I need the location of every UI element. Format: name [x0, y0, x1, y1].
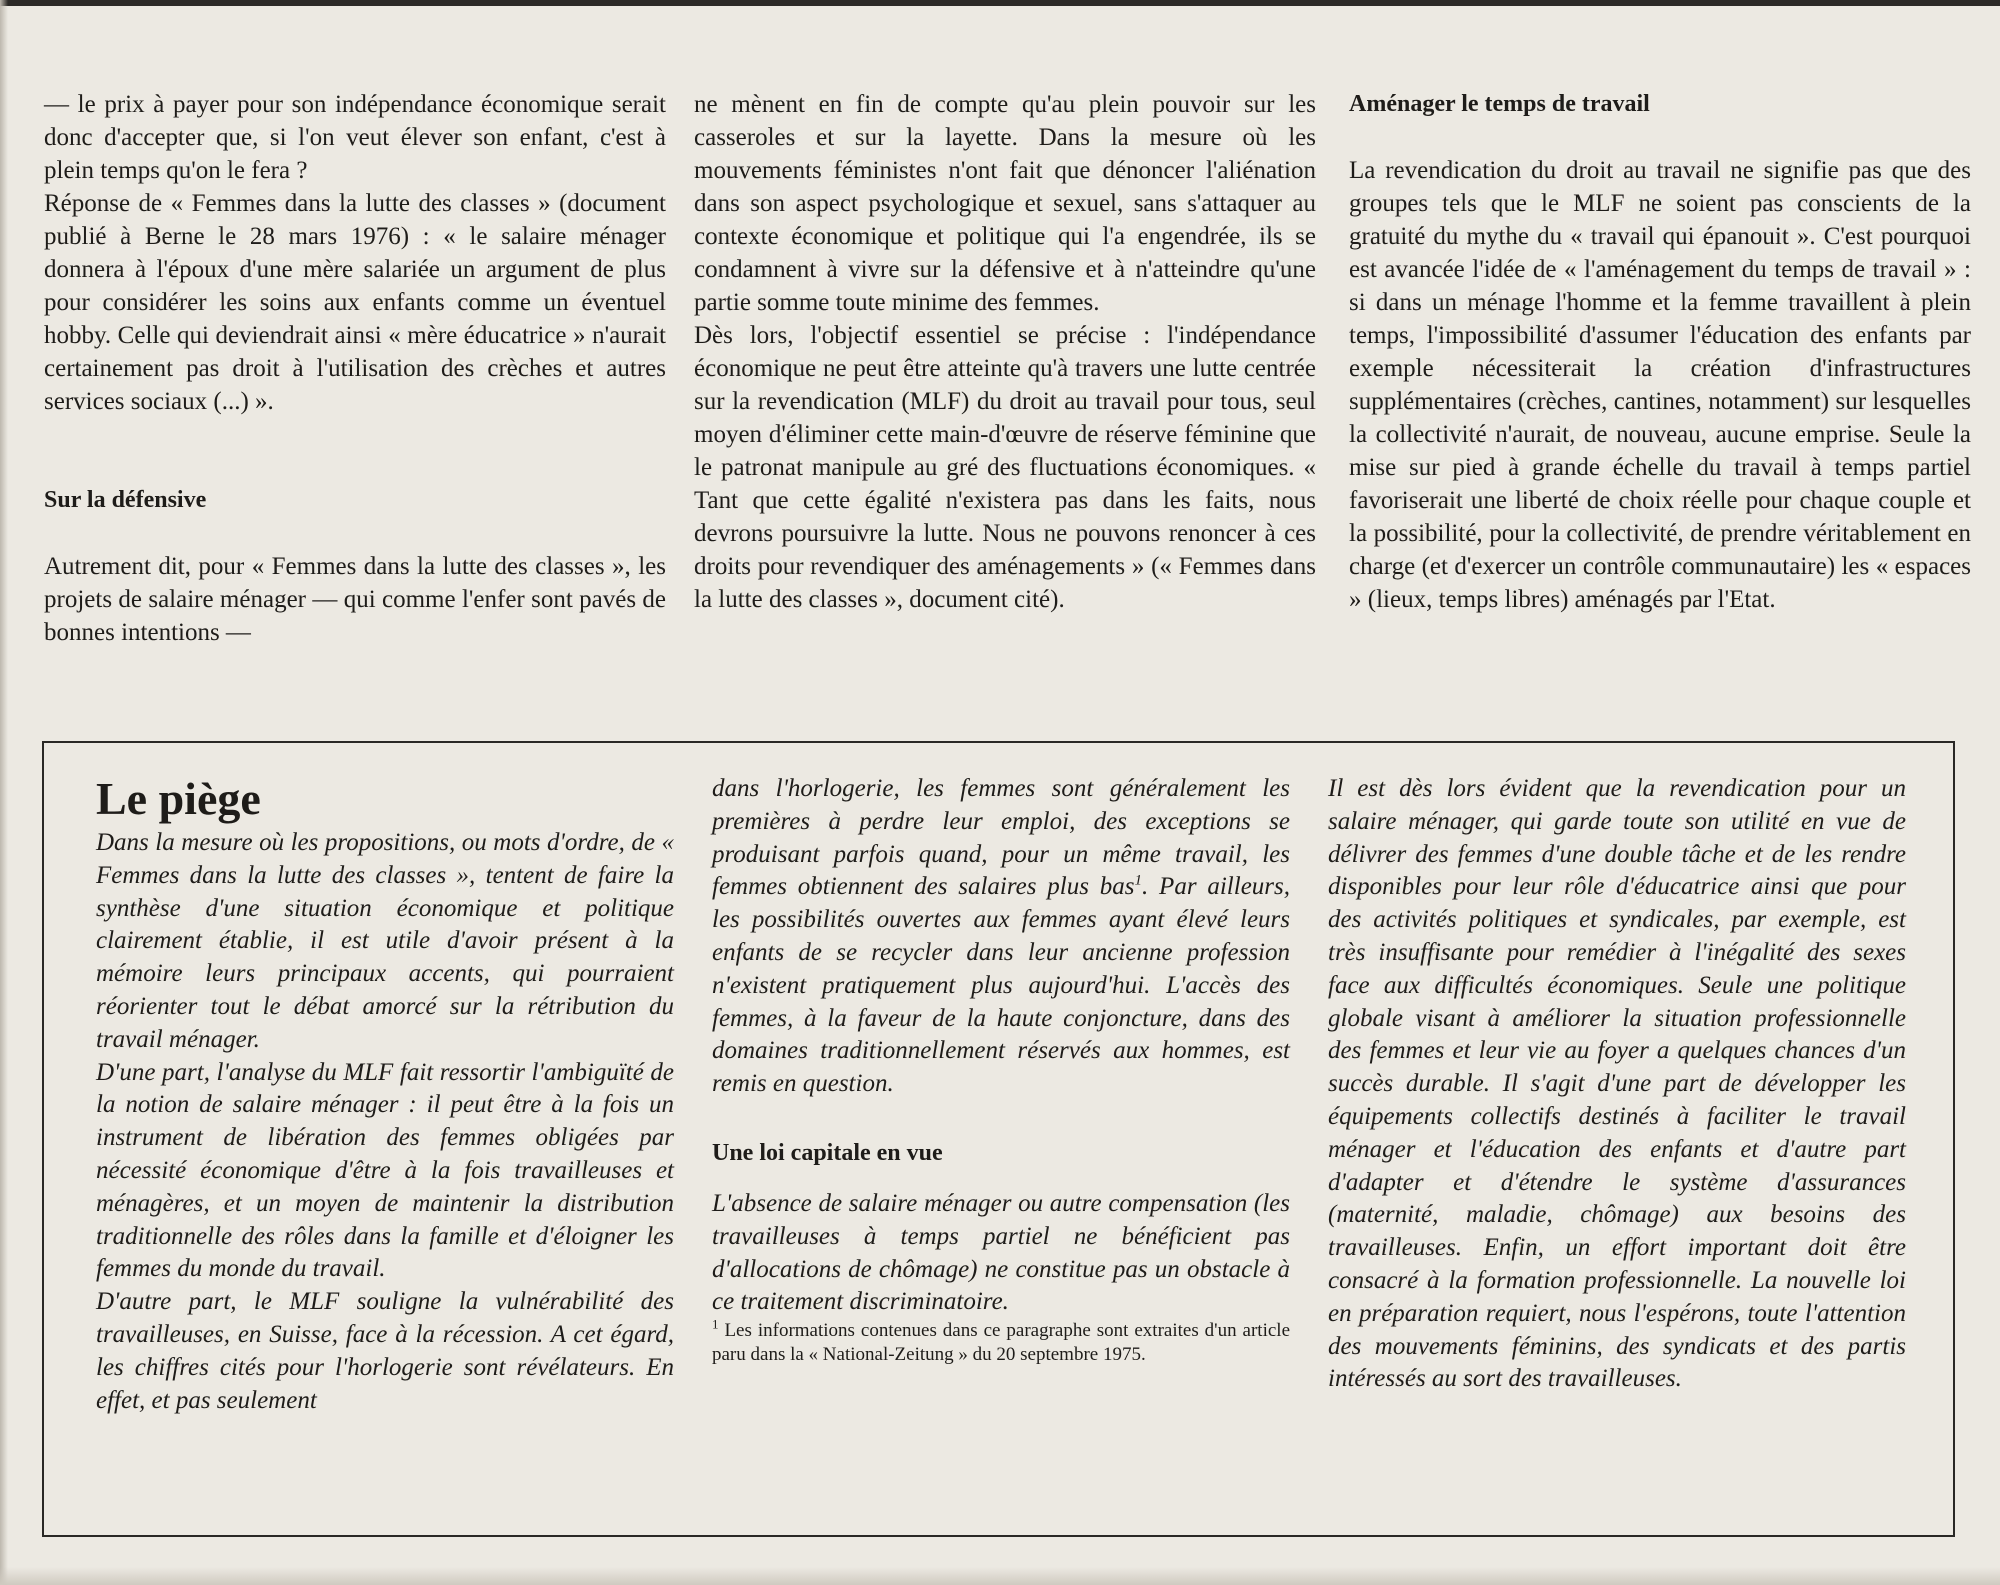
paragraph: ne mènent en fin de compte qu'au plein pouvoir sur les casseroles et sur la layette. Dans la mesure où les mouvements féministes n'ont fait que dénoncer l'aliénation dans son aspect psychologique et sexuel, sans s'attaquer au contexte économique et politique qui l'a engendrée, ils se condamnent à vivre sur la défensive et à n'atteindre qu'une partie somme toute minime des femmes. — [694, 91, 1316, 316]
paragraph: Autrement dit, pour « Femmes dans la lutte des classes », les projets de salaire ménager — qui comme l'enfer sont pavés de bonnes intentions — — [44, 553, 666, 646]
paragraph: Dans la mesure où les propositions, ou mots d'ordre, de « Femmes dans la lutte des classes », tentent de faire la synthèse d'une situation économique et politique clairement établie, il est utile d'avoir présent à la mémoire leurs principaux accents, qui pourraient réorienter tout le débat amorcé sur la rétribution du travail ménager. — [96, 829, 674, 1053]
page-left-shadow — [0, 0, 8, 1585]
footnote — [712, 1316, 1291, 1367]
paragraph: Réponse de « Femmes dans la lutte des classes » (document publié à Berne le 28 mars 1976) : « le salaire ménager donnera à l'époux d'une mère salariée un argument de plus pour considérer les soins aux enfants comme un éventuel hobby. Celle qui deviendrait ainsi « mère éducatrice » n'aurait certainement pas droit à l'utilisation des crèches et autres services sociaux (...) ». — [44, 190, 666, 415]
section-heading-une-loi-capitale: Une loi capitale en vue — [712, 1139, 943, 1166]
paragraph — [712, 773, 1290, 1101]
article-column-1 — [44, 88, 666, 649]
paragraph: D'autre part, le MLF souligne la vulnérabilité des travailleuses, en Suisse, face à la récession. A cet égard, les chiffres cités pour l'horlogerie sont révélateurs. En effet, et pas seulement — [96, 1288, 674, 1414]
paragraph: L'absence de salaire ménager ou autre compensation (les travailleuses à temps partiel ne bénéficient pas d'allocations de chômage) ne constitue pas un obstacle à ce traitement discriminatoire. — [712, 1189, 1290, 1316]
paragraph: Dès lors, l'objectif essentiel se précise : l'indépendance économique ne peut être atteinte qu'à travers une lutte centrée sur la revendication (MLF) du droit au travail pour tous, seul moyen d'éliminer cette main-d'œuvre de réserve féminine que le patronat manipule au gré des fluctuations économiques. « Tant que cette égalité n'existera pas dans les faits, nous devrons poursuivre la lutte. Nous ne pouvons renoncer à ces droits pour revendiquer des aménagements » (« Femmes dans la lutte des classes », document cité). — [694, 322, 1316, 613]
paragraph-text: dans l'horlogerie, les femmes sont généralement les premières à perdre leur emploi, des exceptions se produisant parfois quand, pour un même travail, les femmes obtiennent des salaires plus bas — [712, 775, 1290, 901]
footnote-text: Les informations contenues dans ce paragraphe sont extraites d'un article paru dans la « National-Zeitung » du 20 septembre 1975. — [712, 1320, 1291, 1366]
paragraph: La revendication du droit au travail ne signifie pas que des groupes tels que le MLF ne soient pas conscients de la gratuité du mythe du « travail qui épanouit ». C'est pourquoi est avancée l'idée de « l'aménagement du temps de travail » : si dans un ménage l'homme et la femme travaillent à plein temps, l'impossibilité d'assumer l'éducation des enfants par exemple nécessiterait la création d'infrastructures supplémentaires (crèches, cantines, notamment) sur lesquelles la collectivité n'aurait, de nouveau, aucune emprise. Seule la mise sur pied à grande échelle du travail à temps partiel favoriserait une liberté de choix réelle pour chaque couple et la possibilité, pour la collectivité, de prendre véritablement en charge (et d'exercer un contrôle communautaire) les « espaces » (lieux, temps libres) aménagés par l'Etat. — [1349, 157, 1971, 613]
article-column-3 — [1349, 88, 1971, 616]
box-column-1 — [96, 773, 674, 1417]
footnote-reference: 1 — [1134, 873, 1142, 890]
page-bottom-shadow — [0, 1567, 2000, 1585]
paragraph-text: . Par ailleurs, les possibilités ouvertes aux femmes ayant élevé leurs enfants de se recycler dans leur ancienne profession n'existent pratiquement plus aujourd'hui. L'accès des femmes, à la faveur de la haute conjoncture, dans des domaines traditionnellement réservés aux hommes, est remis en question. — [712, 873, 1290, 1098]
box-column-2 — [712, 773, 1290, 1367]
paragraph: — le prix à payer pour son indépendance économique serait donc d'accepter que, si l'on veut élever son enfant, c'est à plein temps qu'on le fera ? — [44, 91, 666, 184]
section-heading-sur-la-defensive: Sur la défensive — [44, 487, 207, 513]
page-top-edge — [0, 0, 2000, 6]
sidebar-box-le-piege — [42, 741, 1955, 1537]
paragraph: Il est dès lors évident que la revendication pour un salaire ménager, qui garde toute son utilité en vue de délivrer des femmes d'une double tâche et de les rendre disponibles pour leur rôle d'éducatrice ainsi que pour des activités politiques et syndicales, par exemple, est très insuffisante pour remédier à l'inégalité des sexes face aux difficultés économiques. Seule une politique globale visant à améliorer la situation professionnelle des femmes et leur vie au foyer a quelques chances d'un succès durable. Il s'agit d'une part de développer les équipements collectifs destinés à faciliter le travail ménager et l'éducation des enfants et d'autre part d'adapter et d'étendre le système d'assurances (maternité, maladie, chômage) aux besoins des travailleuses. Enfin, un effort important doit être consacré à la formation professionnelle. La nouvelle loi en préparation requiert, nous l'espérons, toute l'attention des mouvements féminins, des syndicats et des partis intéressés au sort des travailleuses. — [1328, 775, 1906, 1393]
box-column-3 — [1328, 773, 1906, 1396]
paragraph: D'une part, l'analyse du MLF fait ressortir l'ambiguïté de la notion de salaire ménager : il peut être à la fois un instrument de libération des femmes obligées par nécessité économique d'être à la fois travailleuses et ménagères, et un moyen de maintenir la distribution traditionnelle des rôles dans la famille et d'éloigner les femmes du monde du travail. — [96, 1058, 674, 1283]
box-title: Le piège — [96, 773, 261, 824]
section-heading-amenager: Aménager le temps de travail — [1349, 91, 1650, 117]
footnote-mark: 1 — [712, 1316, 719, 1332]
article-column-2 — [694, 88, 1316, 616]
